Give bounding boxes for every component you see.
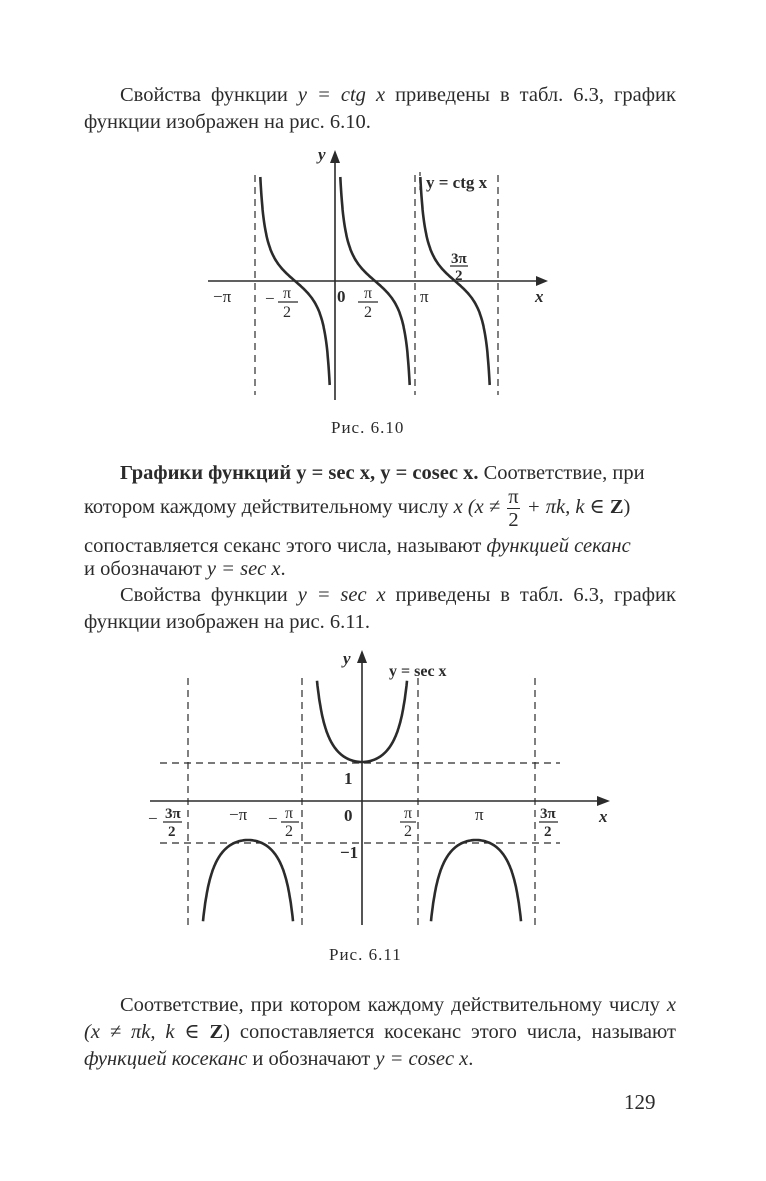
y-axis-label: y	[343, 649, 351, 668]
paragraph-sec-definition	[84, 460, 676, 487]
tick-minus-pi-over-2-num: π	[283, 285, 292, 302]
text: .	[280, 558, 286, 580]
curve-label: y = sec x	[389, 663, 447, 680]
term-cosecant-function: функцией косеканс	[84, 1048, 248, 1070]
formula-cosec: y = cosec x	[375, 1048, 469, 1070]
tick-label-minus-pi: −π	[213, 287, 232, 306]
tick-3pi-over-2-num: 3π	[451, 251, 467, 267]
text: приведены в табл. 6.3, график функции изображен на рис. 6.10.	[84, 84, 676, 133]
fraction-denominator: 2	[508, 509, 519, 531]
figure-caption-6-11: Рис. 6.11	[329, 945, 402, 964]
text: Свойства функции	[120, 584, 298, 606]
tick-label-pi: π	[475, 805, 484, 824]
text: Свойства функции	[120, 84, 298, 106]
integers-symbol: Z	[609, 496, 624, 519]
tick-label-minus-pi: −π	[229, 805, 248, 824]
formula-sec: y = sec x	[206, 558, 281, 580]
tick-pi-over-2-num: π	[404, 805, 413, 822]
paragraph-cosec-definition	[84, 992, 676, 1073]
tick-3pi-over-2-den: 2	[544, 824, 552, 840]
tick-minus-3pi-over-2-den: 2	[168, 824, 176, 840]
formula-ctg: y = ctg x	[297, 84, 386, 106]
text: сопоставляется секанс этого числа, называют	[84, 535, 487, 557]
tick-label-one: 1	[344, 769, 353, 788]
paragraph-sec-definition-line2	[84, 486, 676, 531]
fraction-pi-over-2	[507, 486, 519, 531]
curve-label: y = ctg x	[426, 173, 488, 192]
x-axis-label: x	[599, 807, 608, 826]
paragraph-sec-properties	[84, 582, 676, 636]
tick-minus-pi-over-2-den: 2	[285, 823, 293, 840]
tick-3pi-over-2-den: 2	[455, 268, 463, 284]
tick-minus-3pi-over-2-num: 3π	[165, 806, 181, 822]
tick-3pi-over-2-num: 3π	[540, 806, 556, 822]
y-axis-arrow	[330, 150, 340, 163]
x-axis-arrow	[536, 276, 548, 286]
text: .	[468, 1048, 474, 1070]
text: Соответствие, при	[478, 462, 645, 484]
text: и обозначают	[84, 558, 207, 580]
text: Соответствие, при котором каждому действительному числу	[120, 994, 667, 1016]
text: )	[623, 496, 631, 519]
tick-label-minus-one: −1	[340, 843, 359, 862]
text: приведены в табл. 6.3, график функции изображен на рис. 6.11.	[84, 584, 676, 633]
tick-label-zero: 0	[337, 287, 346, 306]
tick-label-pi: π	[420, 287, 429, 306]
condition: x (x ≠ πk, k ∈	[84, 994, 676, 1043]
text: котором каждому действительному числу	[84, 496, 454, 519]
tick-minus-sign: −	[265, 289, 275, 308]
text: ) сопоставляется косеканс этого числа, называют	[223, 1021, 676, 1043]
paragraph-sec-definition-line4	[84, 556, 676, 583]
fraction-numerator: π	[508, 486, 519, 508]
y-axis-label: y	[318, 145, 326, 164]
figure-caption-6-10: Рис. 6.10	[331, 418, 405, 437]
condition: x (x ≠	[453, 496, 506, 519]
tick-minus-sign: −	[268, 809, 278, 828]
tick-minus-pi-over-2-den: 2	[283, 304, 291, 321]
integers-symbol: Z	[209, 1021, 224, 1043]
condition: + πk, k ∈	[521, 496, 610, 519]
page-number: 129	[624, 1090, 656, 1114]
tick-minus-sign: −	[148, 809, 158, 828]
section-heading: Графики функций y = sec x, y = cosec x.	[120, 462, 479, 484]
tick-pi-over-2-den: 2	[404, 823, 412, 840]
x-axis-label: x	[535, 287, 544, 306]
term-secant-function: функцией секанс	[486, 535, 631, 557]
tick-pi-over-2-den: 2	[364, 304, 372, 321]
tick-pi-over-2-num: π	[364, 285, 373, 302]
text: и обозначают	[247, 1048, 376, 1070]
formula-sec: y = sec x	[297, 584, 386, 606]
tick-label-zero: 0	[344, 806, 353, 825]
tick-minus-pi-over-2-num: π	[285, 805, 294, 822]
